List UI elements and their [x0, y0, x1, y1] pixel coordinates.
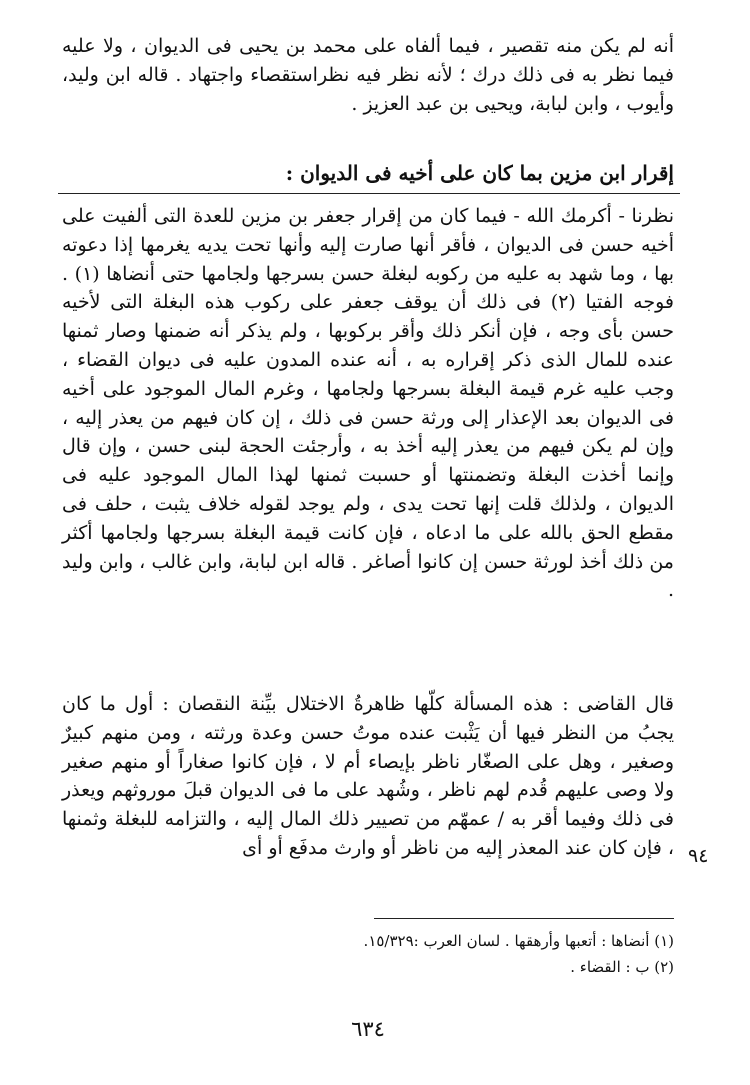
footnote-2: (٢) ب : القضاء . — [570, 958, 674, 976]
margin-folio-number: ٩٤ — [688, 845, 709, 867]
footnote-divider — [374, 918, 674, 919]
page-number: ٦٣٤ — [351, 1017, 385, 1041]
footnote-1: (١) أنضاها : أتعبها وأرهقها . لسان العرب :١٥/٣٢٩. — [363, 932, 674, 950]
footnotes — [62, 928, 674, 980]
document-page — [62, 0, 674, 1085]
section-heading: إقرار ابن مزين بما كان على أخيه فى الديوان : — [285, 161, 674, 185]
paragraph-2: نظرنا - أكرمك الله - فيما كان من إقرار جعفر بن مزين للعدة التى ألفيت على أخيه حسن فى الديوان ، فأقر أنها صارت إليه وأنها تحت يديه يغرمها إذا دعوته بها ، وما شهد به عليه من ركوبه لبغلة حسن بسرجها ولجامها حتى أنضاها (١) . فوجه الفتيا (٢) فى ذلك أن يوقف جعفر على ركوب هذه البغلة التى لأخيه حسن بأى وجه ، فإن أنكر ذلك وأقر بركوبها ، ولم يذكر أنه ضمنها وصار ثمنها عنده للمال الذى ذكر إقراره به ، أنه عنده المدون عليه فى ديوان القضاء ، وجب عليه غرم قيمة البغلة بسرجها ولجامها ، وغرم المال الموجود على أخيه فى الديوان بعد الإعذار إلى ورثة حسن فى ذلك ، إن كان فيهم من يعذر إليه ، وإن لم يكن فيهم من يعذر إليه أخذ به ، وأرجئت الحجة لبنى حسن ، وإن قال وإنما أخذت البغلة وتضمنتها أو حسبت ثمنها لهذا المال الموجود عليه فى الديوان ، ولذلك قلت إنها تحت يدى ، ولم يوجد لقوله خلاف يثبت ، حلف فى مقطع الحق بالله على ما ادعاه ، فإن كانت قيمة البغلة بسرجها ولجامها أكثر من ذلك أخذ لورثة حسن إن كانوا أصاغر . قاله ابن لبابة، وابن غالب ، وابن وليد . — [62, 205, 675, 602]
paragraph-1: أنه لم يكن منه تقصير ، فيما ألفاه على محمد بن يحيى فى الديوان ، ولا عليه فيما نظر به فى ذلك درك ؛ لأنه نظر فيه نظراستقصاء واجتهاد . قاله ابن وليد، وأيوب ، وابن لبابة، ويحيى بن عبد العزيز . — [62, 35, 674, 115]
paragraph-3: قال القاضى : هذه المسألة كلّها ظاهرةُ الاختلال بيِّنة النقصان : أول ما كان يجبُ من النظر فيها أن يَثْبت عنده موتُ حسن وعدة ورثته ، ومن منهم كبيرٌ وصغير ، وهل على الصغّار ناظر بإيصاء أم لا ، فإن كانوا صغاراً أو منهم صغير ولا وصى عليهم قُدم لهم ناظر ، وشُهد على ما فى الديوان قبلَ موروثهم ويعذر فى ذلك وفيما أقر به / عمهّم من تصيير ذلك المال إليه ، والتزامه للبغلة وثمنها ، فإن كان عند المعذر إليه من ناظر أو وارث مدفَع أو أى — [62, 693, 674, 859]
heading-divider — [58, 193, 680, 194]
